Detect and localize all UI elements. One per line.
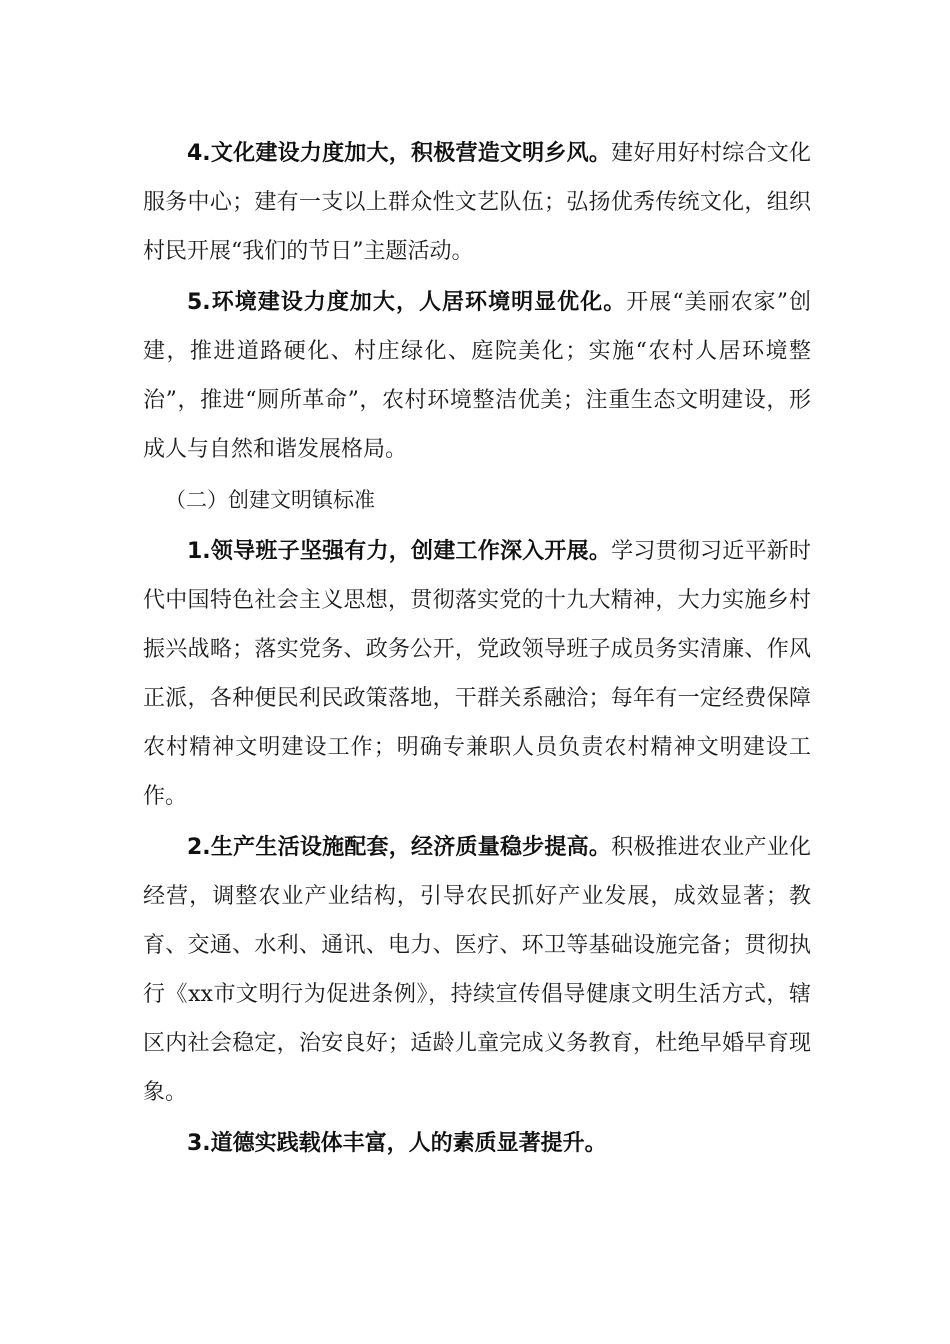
paragraph-lead: 5.环境建设力度加大，人居环境明显优化。: [187, 290, 627, 315]
paragraph-text: 建好用好村综合文化服务中心；建有一支以上群众性文艺队伍；弘扬优秀传统文化，组织村民开展“我们的节日”主题活动。: [143, 141, 811, 264]
paragraph-text: 学习贯彻习近平新时代中国特色社会主义思想，贯彻落实党的十九大精神，大力实施乡村振兴战略；落实党务、政务公开，党政领导班子成员务实清廉、作风正派，各种便民利民政策落地，干群关系融洽；每年有一定经费保障农村精神文明建设工作；明确专兼职人员负责农村精神文明建设工作。: [143, 539, 811, 809]
paragraph-lead: 4.文化建设力度加大，积极营造文明乡风。: [187, 141, 612, 166]
paragraph-text: 开展“美丽农家”创建，推进道路硬化、村庄绿化、庭院美化；实施“农村人居环境整治”，推进“厕所革命”，农村环境整洁优美；注重生态文明建设，形成人与自然和谐发展格局。: [143, 290, 811, 462]
paragraph-culture: [143, 129, 811, 276]
paragraph-environment: [143, 278, 811, 474]
paragraph-leadership: [143, 527, 811, 821]
paragraph-morality: [143, 1119, 811, 1168]
section-heading: （二）创建文明镇标准: [165, 488, 375, 512]
paragraph-lead: 1.领导班子坚强有力，创建工作深入开展。: [187, 539, 612, 564]
paragraph-lead: 2.生产生活设施配套，经济质量稳步提高。: [187, 835, 612, 860]
document-body: [143, 129, 811, 1170]
paragraph-lead: 3.道德实践载体丰富，人的素质显著提升。: [187, 1131, 607, 1156]
paragraph-text: 积极推进农业产业化经营，调整农业产业结构，引导农民抓好产业发展，成效显著；教育、交通、水利、通讯、电力、医疗、环卫等基础设施完备；贯彻执行《xx市文明行为促进条例》，持续宣传倡导健康文明生活方式，辖区内社会稳定，治安良好；适龄儿童完成义务教育，杜绝早婚早育现象。: [143, 835, 811, 1105]
paragraph-facilities: [143, 823, 811, 1117]
